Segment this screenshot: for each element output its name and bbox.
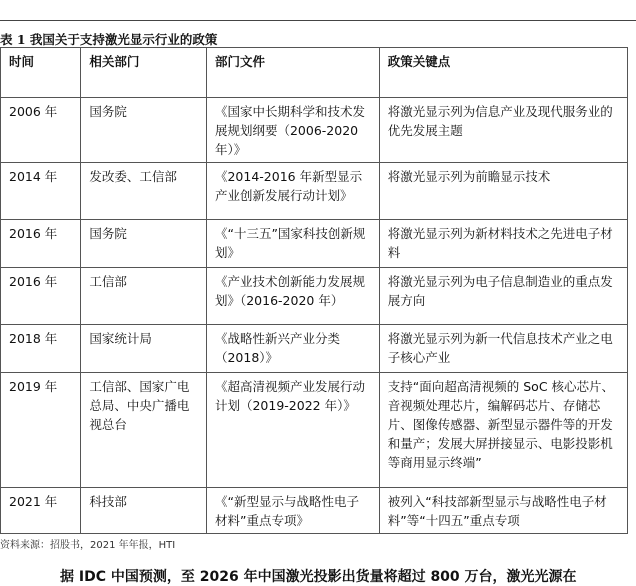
cell-key: 将激光显示列为信息产业及现代服务业的优先发展主题	[379, 98, 627, 163]
cell-dept: 科技部	[81, 488, 207, 534]
cell-year: 2016 年	[1, 220, 81, 268]
cell-key: 将激光显示列为电子信息制造业的重点发展方向	[379, 268, 627, 325]
cell-doc: 《产业技术创新能力发展规划》（2016-2020 年）	[206, 268, 379, 325]
table-row	[1, 488, 628, 534]
cell-year: 2021 年	[1, 488, 81, 534]
policy-table	[0, 47, 628, 534]
clipped-body-text: 据 IDC 中国预测，至 2026 年中国激光投影出货量将超过 800 万台，激光光源在	[60, 569, 577, 585]
cell-year: 2018 年	[1, 325, 81, 373]
table-header-row	[1, 48, 628, 98]
cell-doc: 《国家中长期科学和技术发展规划纲要（2006-2020 年）》	[206, 98, 379, 163]
cell-year: 2006 年	[1, 98, 81, 163]
cell-key: 将激光显示列为前瞻显示技术	[379, 163, 627, 220]
top-rule	[0, 20, 636, 21]
table-row	[1, 373, 628, 488]
table-row	[1, 220, 628, 268]
header-year: 时间	[1, 48, 81, 98]
cell-dept: 国务院	[81, 220, 207, 268]
table-caption: 表 1 我国关于支持激光显示行业的政策	[0, 32, 218, 47]
cell-year: 2014 年	[1, 163, 81, 220]
cell-year: 2016 年	[1, 268, 81, 325]
cell-key: 被列入“科技部新型显示与战略性电子材料”等“十四五”重点专项	[379, 488, 627, 534]
header-dept: 相关部门	[81, 48, 207, 98]
cell-key: 将激光显示列为新材料技术之先进电子材料	[379, 220, 627, 268]
cell-dept: 国家统计局	[81, 325, 207, 373]
cell-doc: 《超高清视频产业发展行动计划（2019-2022 年）》	[206, 373, 379, 488]
cell-doc: 《2014-2016 年新型显示产业创新发展行动计划》	[206, 163, 379, 220]
cell-dept: 工信部	[81, 268, 207, 325]
table-row	[1, 98, 628, 163]
cell-dept: 发改委、工信部	[81, 163, 207, 220]
cell-doc: 《“十三五”国家科技创新规划》	[206, 220, 379, 268]
source-note: 资料来源：招股书，2021 年年报，HTI	[0, 540, 176, 551]
header-doc: 部门文件	[206, 48, 379, 98]
cell-dept: 工信部、国家广电总局、中央广播电视总台	[81, 373, 207, 488]
table-row	[1, 325, 628, 373]
cell-key: 支持“面向超高清视频的 SoC 核心芯片、音视频处理芯片，编解码芯片、存储芯片、图像传感器、新型显示器件等的开发和量产；发展大屏拼接显示、电影投影机等商用显示终端”	[379, 373, 627, 488]
cell-dept: 国务院	[81, 98, 207, 163]
table-row	[1, 268, 628, 325]
cell-key: 将激光显示列为新一代信息技术产业之电子核心产业	[379, 325, 627, 373]
cell-year: 2019 年	[1, 373, 81, 488]
cell-doc: 《战略性新兴产业分类（2018）》	[206, 325, 379, 373]
table-row	[1, 163, 628, 220]
cell-doc: 《“新型显示与战略性电子材料”重点专项》	[206, 488, 379, 534]
header-key: 政策关键点	[379, 48, 627, 98]
